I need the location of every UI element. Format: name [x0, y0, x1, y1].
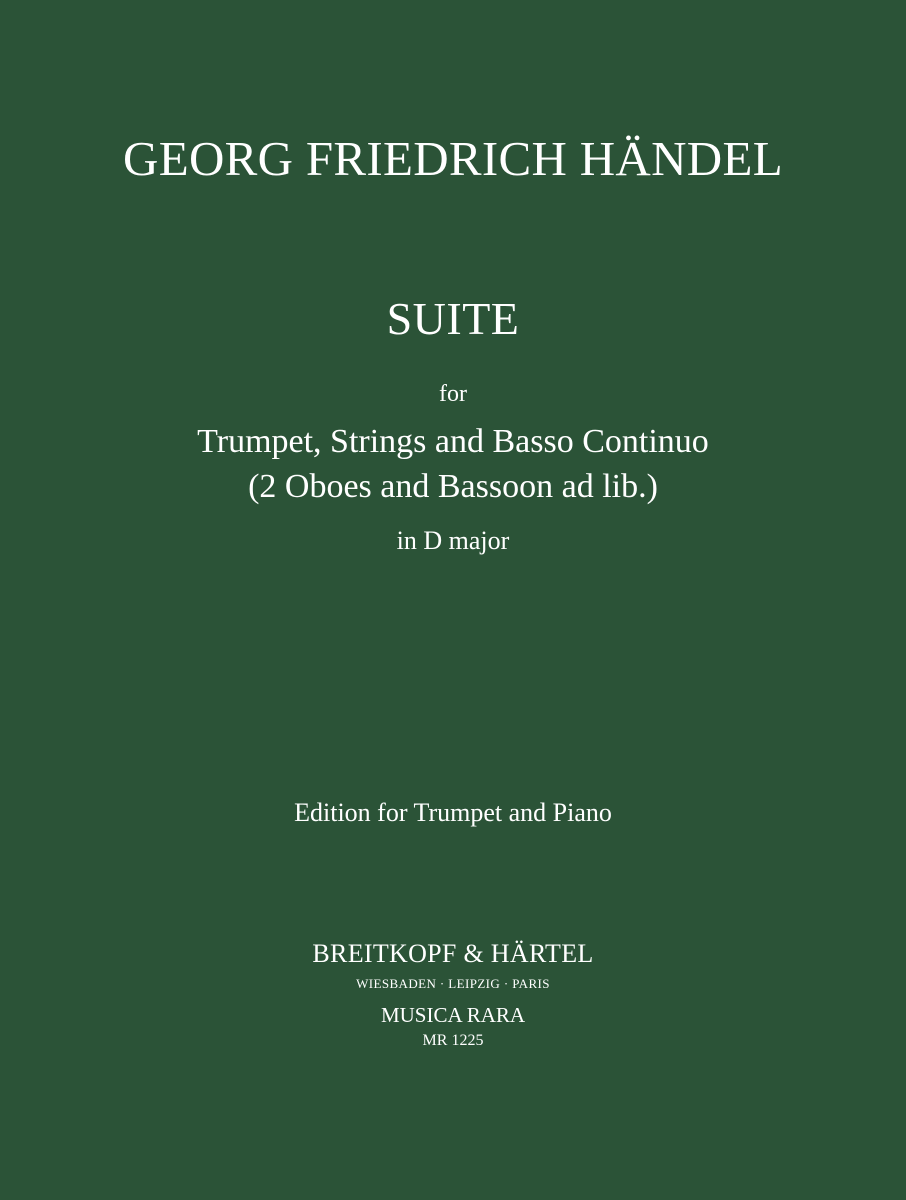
composer-name: GEORG FRIEDRICH HÄNDEL	[123, 131, 783, 186]
for-label: for	[439, 381, 467, 407]
instrumentation-line-2: (2 Oboes and Bassoon ad lib.)	[248, 468, 658, 505]
edition-label: Edition for Trumpet and Piano	[294, 798, 612, 827]
instrumentation-line-1: Trumpet, Strings and Basso Continuo	[197, 423, 709, 460]
imprint-name: MUSICA RARA	[380, 1003, 526, 1027]
publisher-name: BREITKOPF & HÄRTEL	[312, 939, 594, 968]
catalog-number: MR 1225	[422, 1032, 484, 1049]
publisher-cities: WIESBADEN · LEIPZIG · PARIS	[356, 976, 550, 991]
work-title: SUITE	[386, 293, 520, 344]
key-signature: in D major	[396, 526, 510, 555]
